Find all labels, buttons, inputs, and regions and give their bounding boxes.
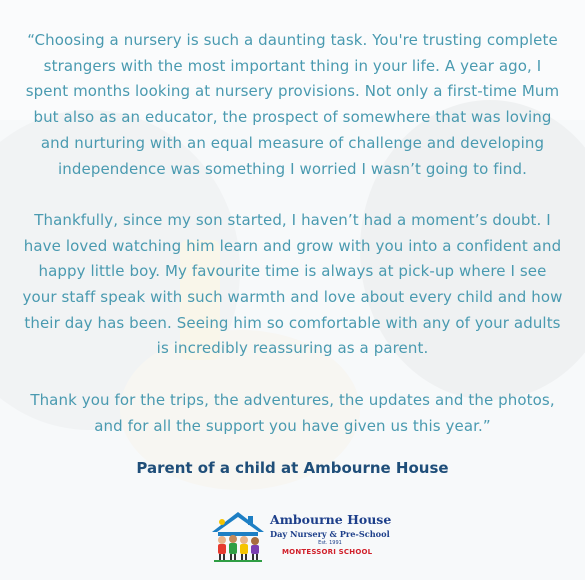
logo-subtitle: Day Nursery & Pre-School <box>270 529 390 539</box>
house-children-logo-icon <box>208 508 268 566</box>
logo-established: Est. 1991 <box>318 540 342 546</box>
quote-paragraph-2: Thankfully, since my son started, I haven’t had a moment’s doubt. I have loved watching him learn and grow with you into a confident and happy little boy. My favourite time is always at pick-up where I see your staff speak with such warmth and love about every child and how their day has been. Seeing him so comfortable with any of your adults is incredibly reassuring as a parent. <box>22 210 563 358</box>
testimonial-quote <box>22 28 563 465</box>
testimonial-attribution: Parent of a child at Ambourne House <box>136 459 449 477</box>
quote-paragraph-3: Thank you for the trips, the adventures, the updates and the photos, and for all the support you have given us this year.” <box>30 390 555 435</box>
logo-name: Ambourne House <box>270 512 392 527</box>
quote-paragraph-1: “Choosing a nursery is such a daunting task. You're trusting complete strangers with the most important thing in your life. A year ago, I spent months looking at nursery provisions. Not only a first-time Mum but also as an educator, the prospect of somewhere that was loving and nurturing with an equal measure of challenge and developing independence was something I worried I wasn’t going to find. <box>25 31 560 178</box>
nursery-logo <box>208 508 392 568</box>
logo-montessori: MONTESSORI SCHOOL <box>282 548 373 556</box>
